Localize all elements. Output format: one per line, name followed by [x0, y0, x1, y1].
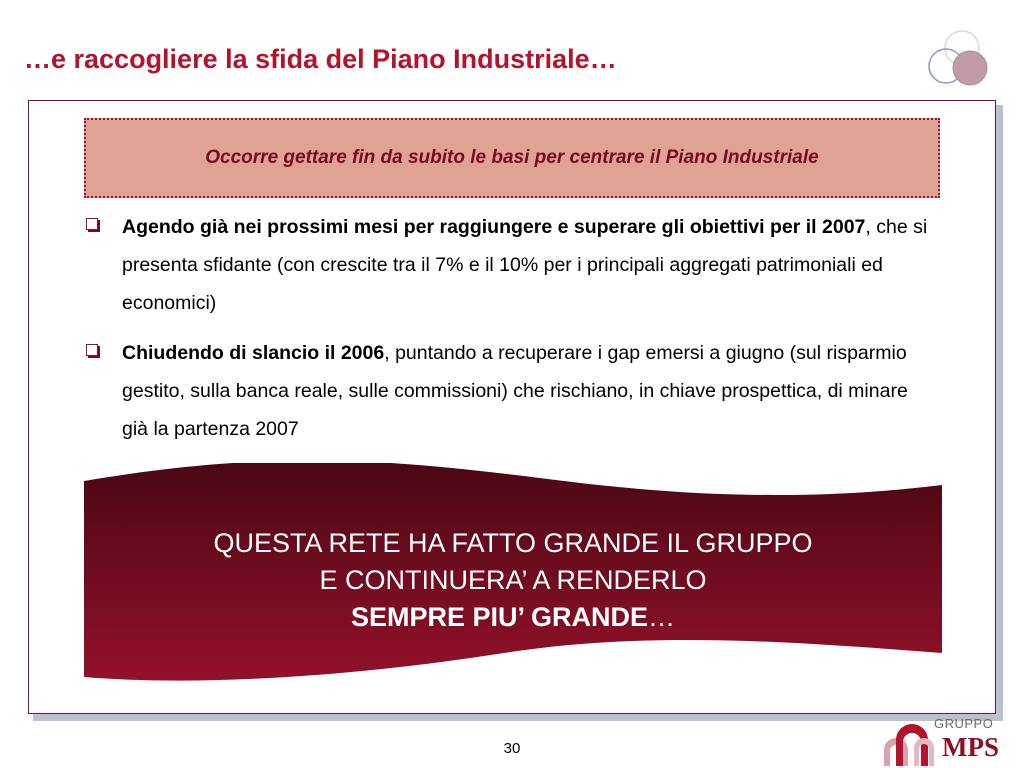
- bullet-item: [86, 208, 936, 322]
- banner-line-1: QUESTA RETE HA FATTO GRANDE IL GRUPPO: [213, 528, 813, 558]
- logo-word-mps: MPS: [942, 732, 999, 762]
- bullet-bold-text: Agendo già nei prossimi mesi per raggiungere e superare gli obiettivi per il 2007: [122, 216, 866, 238]
- logo-word-gruppo: GRUPPO: [934, 716, 994, 731]
- subtitle-text: Occorre gettare fin da subito le basi per centrare il Piano Industriale: [205, 147, 819, 168]
- gruppo-mps-logo: [880, 716, 1015, 766]
- banner-line-3: [84, 599, 942, 636]
- banner-text: [84, 525, 942, 636]
- page-number: 30: [503, 740, 521, 757]
- banner-line-3-suffix: …: [648, 602, 676, 632]
- overlapping-circles-icon: [924, 28, 994, 92]
- bullet-item: [86, 334, 936, 448]
- arches-icon: [880, 720, 940, 766]
- bullet-list: [86, 208, 936, 460]
- bullet-text: , che si presenta sfidante (con crescite tra il 7% e il 10% per i principali aggregati patrimoniali ed economici): [122, 216, 928, 314]
- slide-title: …e raccogliere la sfida del Piano Industriale…: [24, 44, 617, 74]
- subtitle-box: [84, 118, 940, 198]
- banner-line-3-bold: SEMPRE PIU’ GRANDE: [350, 602, 649, 632]
- bullet-text: , puntando a recuperare i gap emersi a giugno (sul risparmio gestito, sulla banca reale, sulle commissioni) che rischiano, in chiave prospettica, di minare già la partenza 2007: [122, 342, 908, 440]
- square-bullet-icon: [86, 218, 98, 230]
- banner-line-2: E CONTINUERA’ A RENDERLO: [319, 565, 707, 595]
- square-bullet-icon: [86, 344, 98, 356]
- bullet-bold-text: Chiudendo di slancio il 2006: [122, 342, 385, 364]
